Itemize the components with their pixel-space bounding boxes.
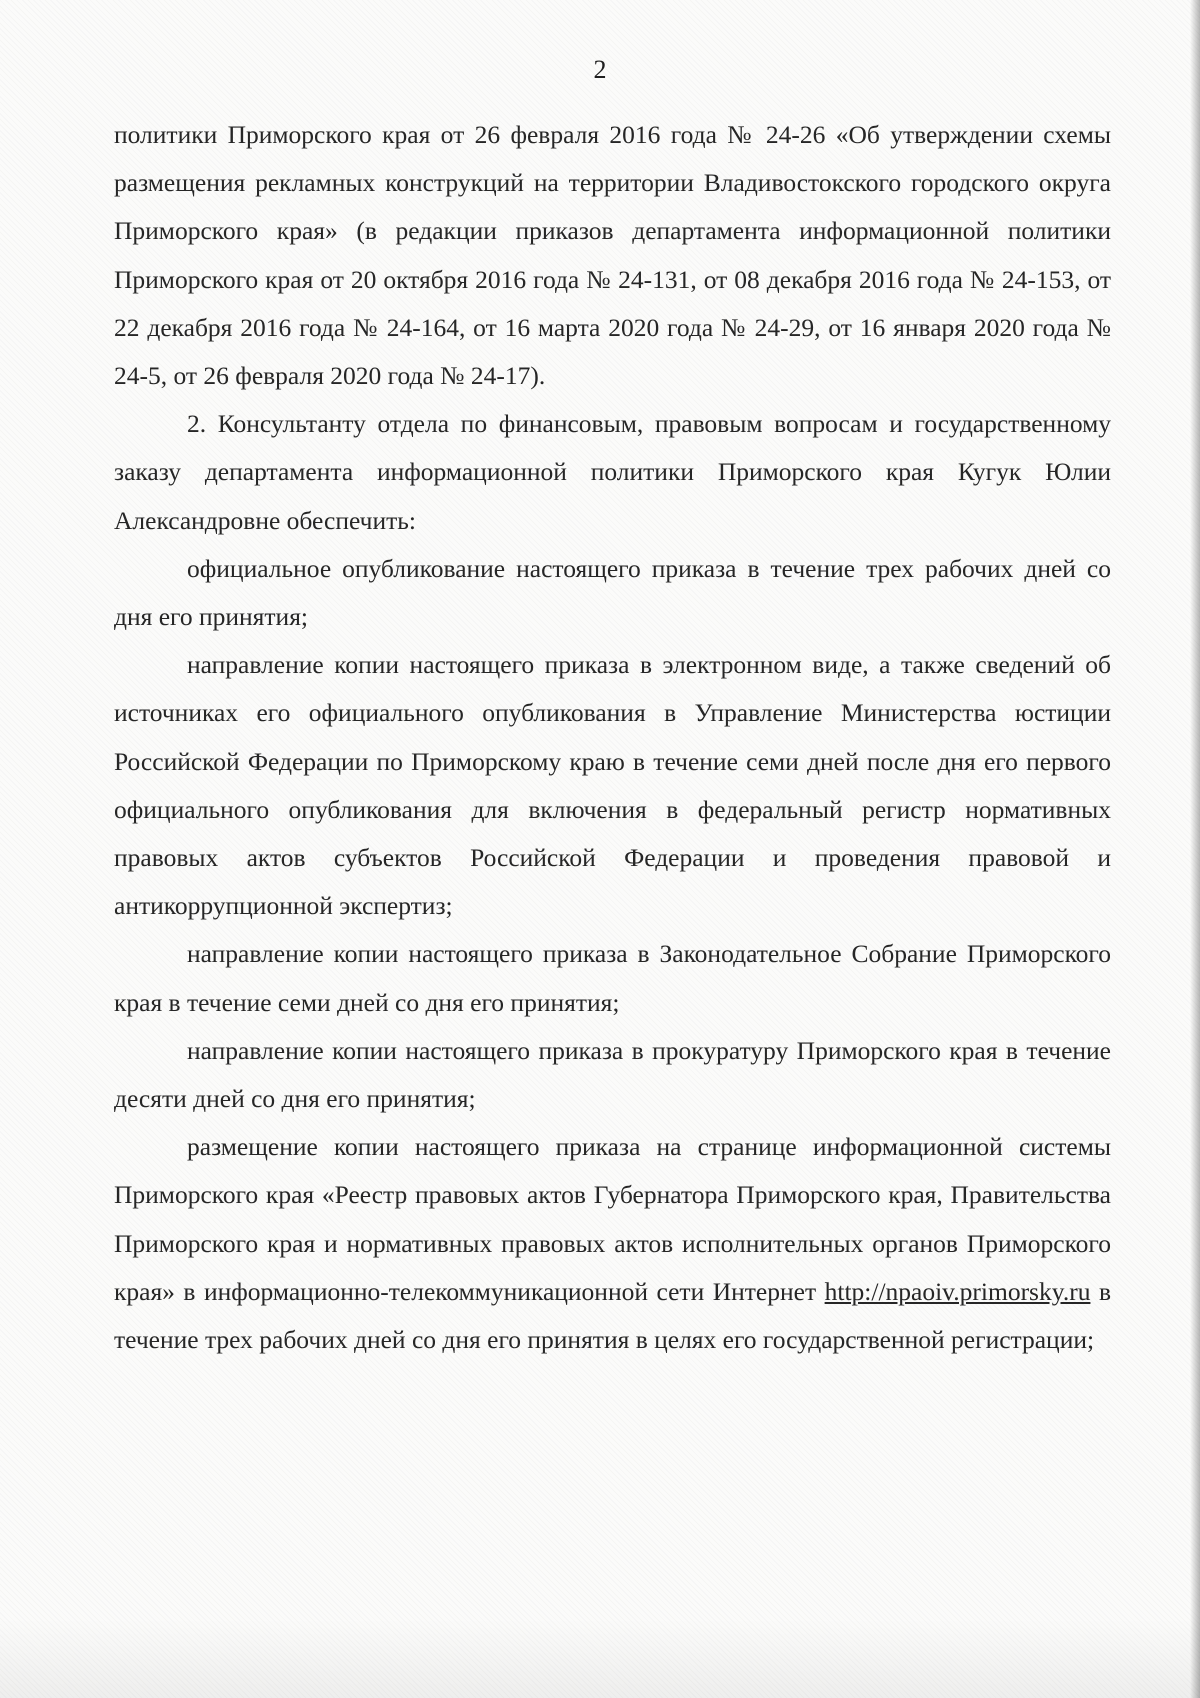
- paragraph-prosecutor-office: направление копии настоящего приказа в прокуратуру Приморского края в течение десяти дней со дня его принятия;: [114, 1035, 1111, 1114]
- paragraph-official-publication: официальное опубликование настоящего приказа в течение трех рабочих дней со дня его принятия;: [114, 553, 1111, 632]
- document-body: [114, 111, 1111, 1364]
- paragraph-registry-publication: [114, 1123, 1111, 1364]
- paragraph-ministry-of-justice: направление копии настоящего приказа в электронном виде, а также сведений об источниках его официального опубликования в Управление Министерства юстиции Российской Федерации по Приморскому краю в течение семи дней после дня его первого официального опубликования для включения в федеральный регистр нормативных правовых актов субъектов Российской Федерации и проведения правовой и антикоррупционной экспертиз;: [114, 650, 1111, 921]
- page-bottom-fade: [0, 1618, 1200, 1698]
- page-number: 2: [593, 55, 607, 84]
- paragraph-item-2: 2. Консультанту отдела по финансовым, правовым вопросам и государственному заказу департамента информационной политики Приморского края Кугук Юлии Александровне обеспечить:: [114, 409, 1111, 535]
- paragraph-order-amendments: политики Приморского края от 26 февраля 2016 года № 24-26 «Об утверждении схемы размещения рекламных конструкций на территории Владивостокского городского округа Приморского края» (в редакции приказов департамента информационной политики Приморского края от 20 октября 2016 года № 24-131, от 08 декабря 2016 года № 24-153, от 22 декабря 2016 года № 24-164, от 16 марта 2020 года № 24-29, от 16 января 2020 года № 24-5, от 26 февраля 2020 года № 24-17).: [114, 120, 1111, 391]
- paragraph-legislative-assembly: направление копии настоящего приказа в Законодательное Собрание Приморского края в течение семи дней со дня его принятия;: [114, 939, 1111, 1017]
- registry-text-before-link: размещение копии настоящего приказа на странице информационной системы Приморского края «Реестр правовых актов Губернатора Приморского края, Правительства Приморского края и нормативных правовых актов исполнительных органов Приморского края» в информационно-телекоммуникационной сети Интернет: [114, 1132, 1111, 1306]
- page-edge-shadow: [1190, 0, 1200, 1698]
- registry-link[interactable]: http://npaoiv.primorsky.ru: [824, 1276, 1091, 1306]
- registry-text-after-link: в течение трех рабочих дней со дня его принятия в целях его государственной регистрации;: [114, 1276, 1111, 1355]
